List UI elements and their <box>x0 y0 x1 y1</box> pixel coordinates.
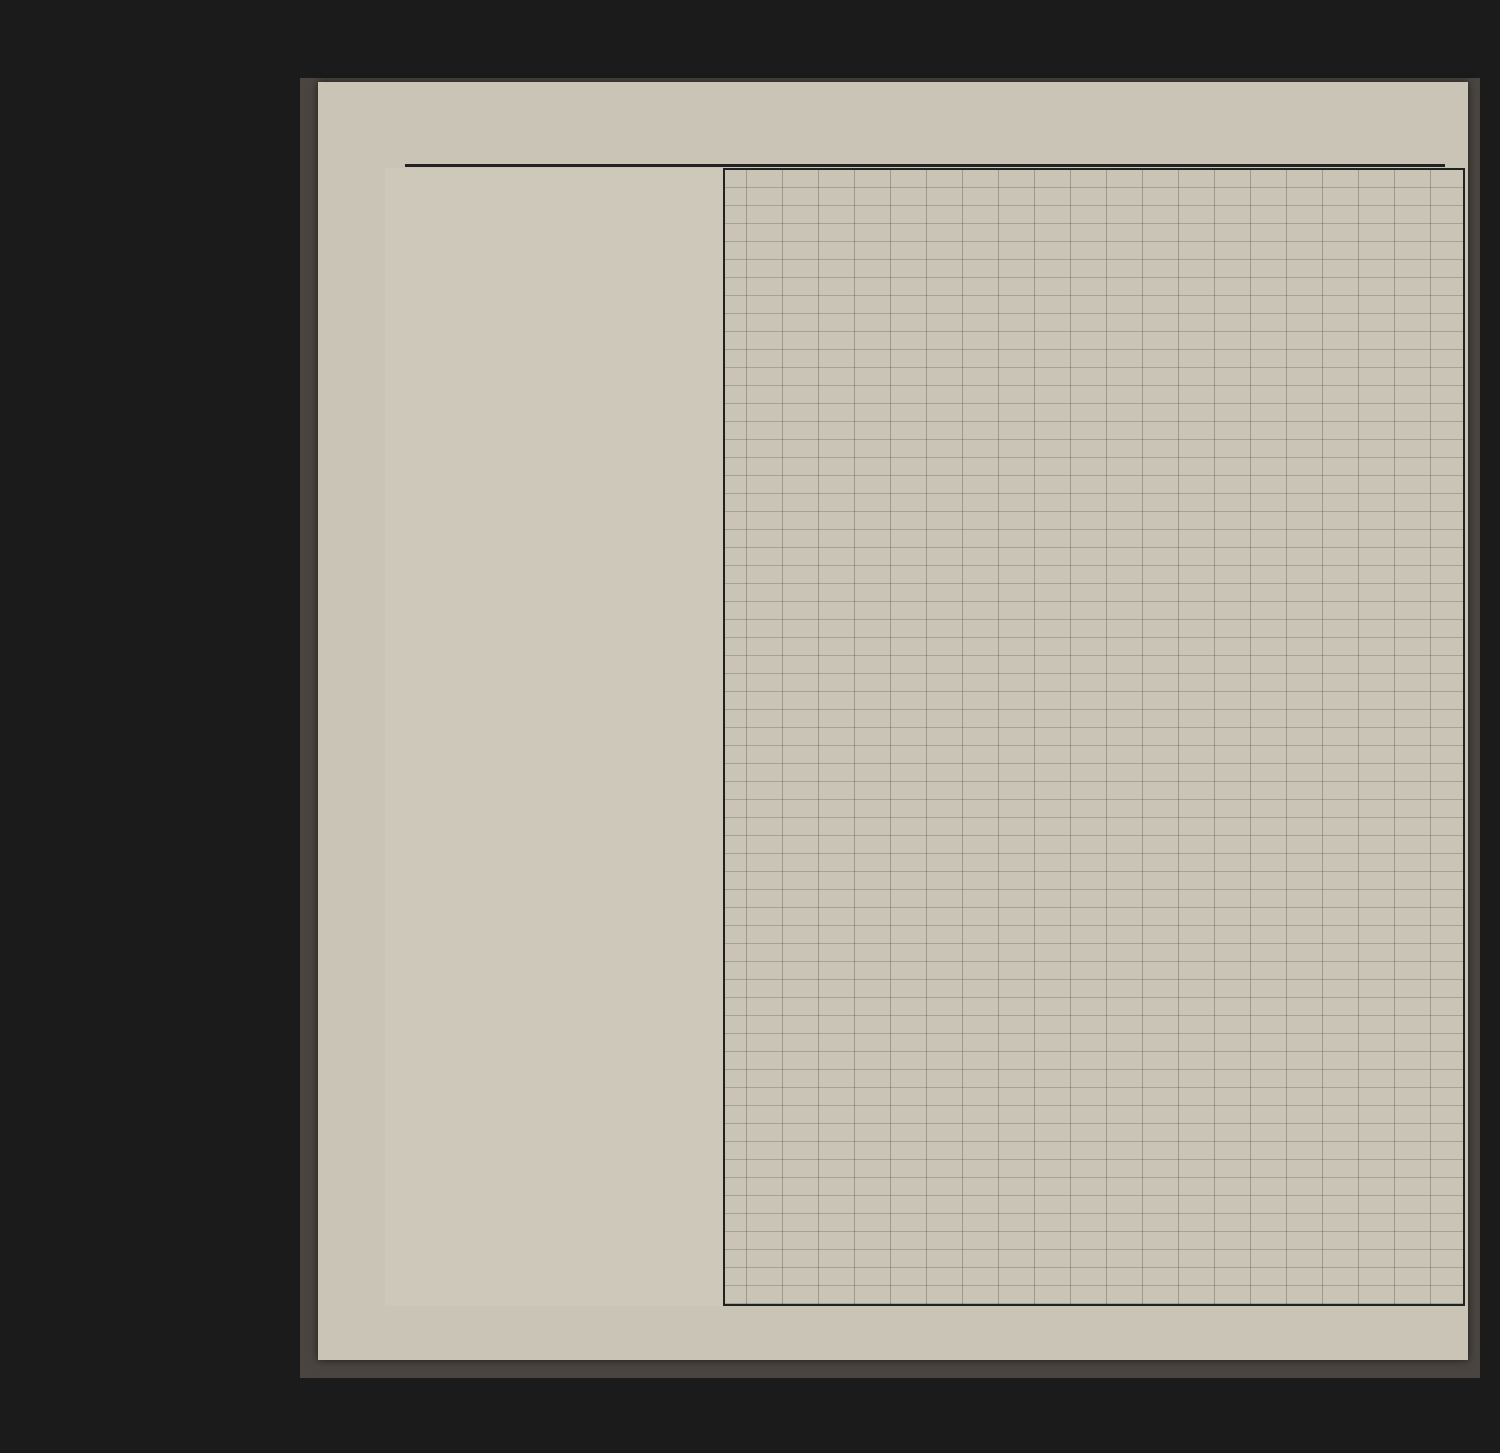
page-footer <box>405 1310 1445 1336</box>
station-column <box>385 168 725 1306</box>
page-header <box>405 134 1445 167</box>
